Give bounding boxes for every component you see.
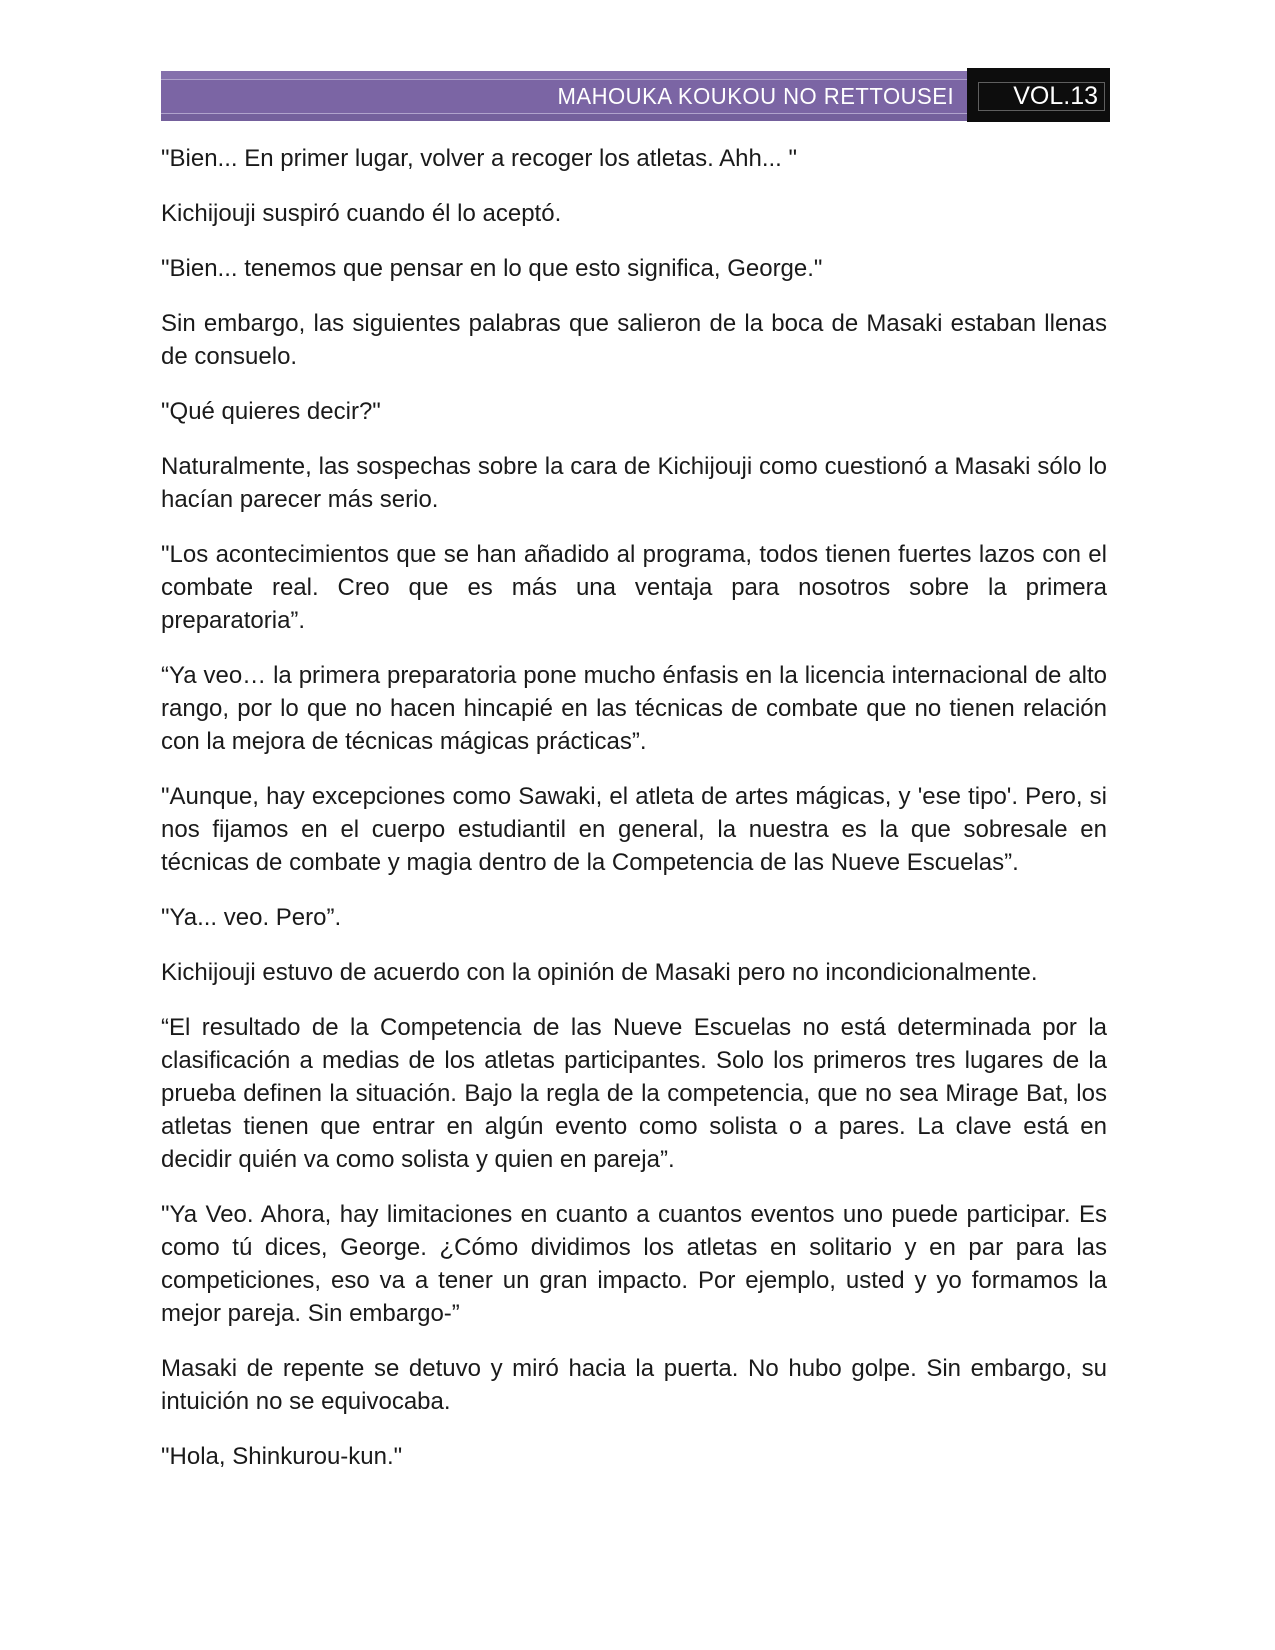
paragraph: "Ya... veo. Pero”. (161, 904, 342, 931)
paragraph: “Ya veo… la primera preparatoria pone mucho énfasis en la licencia internacional de alto rango, por lo que no hacen hincapié en las técnicas de combate que no tienen relación con la mejora de técnicas mágicas prácticas”. (161, 662, 1107, 755)
paragraph: Masaki de repente se detuvo y miró hacia la puerta. No hubo golpe. Sin embargo, su intuición no se equivocaba. (161, 1355, 1107, 1415)
paragraph: "Aunque, hay excepciones como Sawaki, el atleta de artes mágicas, y 'ese tipo'. Pero, si nos fijamos en el cuerpo estudiantil en general, la nuestra es la que sobresale en técnicas de combate y magia dentro de la Competencia de las Nueve Escuelas”. (161, 783, 1107, 876)
paragraph: "Los acontecimientos que se han añadido al programa, todos tienen fuertes lazos con el combate real. Creo que es más una ventaja para nosotros sobre la primera preparatoria”. (161, 541, 1107, 634)
paragraph: "Bien... En primer lugar, volver a recoger los atletas. Ahh... " (161, 145, 798, 172)
header-title: MAHOUKA KOUKOU NO RETTOUSEI (557, 82, 954, 109)
paragraph: "Bien... tenemos que pensar en lo que esto significa, George." (161, 255, 823, 282)
paragraph: “El resultado de la Competencia de las Nueve Escuelas no está determinada por la clasificación a medias de los atletas participantes. Solo los primeros tres lugares de la prueba definen la situación. Bajo la regla de la competencia, que no sea Mirage Bat, los atletas tienen que entrar en algún evento como solista o a pares. La clave está en decidir quién va como solista y quien en pareja”. (161, 1014, 1107, 1173)
paragraph: Naturalmente, las sospechas sobre la cara de Kichijouji como cuestionó a Masaki sólo lo hacían parecer más serio. (161, 453, 1107, 513)
paragraph: Kichijouji suspiró cuando él lo aceptó. (161, 200, 562, 227)
paragraph: "Qué quieres decir?" (161, 398, 381, 425)
paragraph: "Ya Veo. Ahora, hay limitaciones en cuanto a cuantos eventos uno puede participar. Es como tú dices, George. ¿Cómo dividimos los atletas en solitario y en par para las competiciones, eso va a tener un gran impacto. Por ejemplo, usted y yo formamos la mejor pareja. Sin embargo-” (161, 1201, 1107, 1327)
paragraph: Kichijouji estuvo de acuerdo con la opinión de Masaki pero no incondicionalmente. (161, 959, 1038, 986)
paragraph: Sin embargo, las siguientes palabras que salieron de la boca de Masaki estaban llenas de consuelo. (161, 310, 1107, 370)
header-banner (161, 71, 967, 121)
volume-box (967, 68, 1110, 122)
page-header (161, 68, 1110, 122)
volume-frame (978, 82, 1105, 111)
volume-label: VOL.13 (1013, 82, 1098, 110)
body-text (161, 142, 1107, 1495)
paragraph: "Hola, Shinkurou-kun." (161, 1443, 403, 1470)
